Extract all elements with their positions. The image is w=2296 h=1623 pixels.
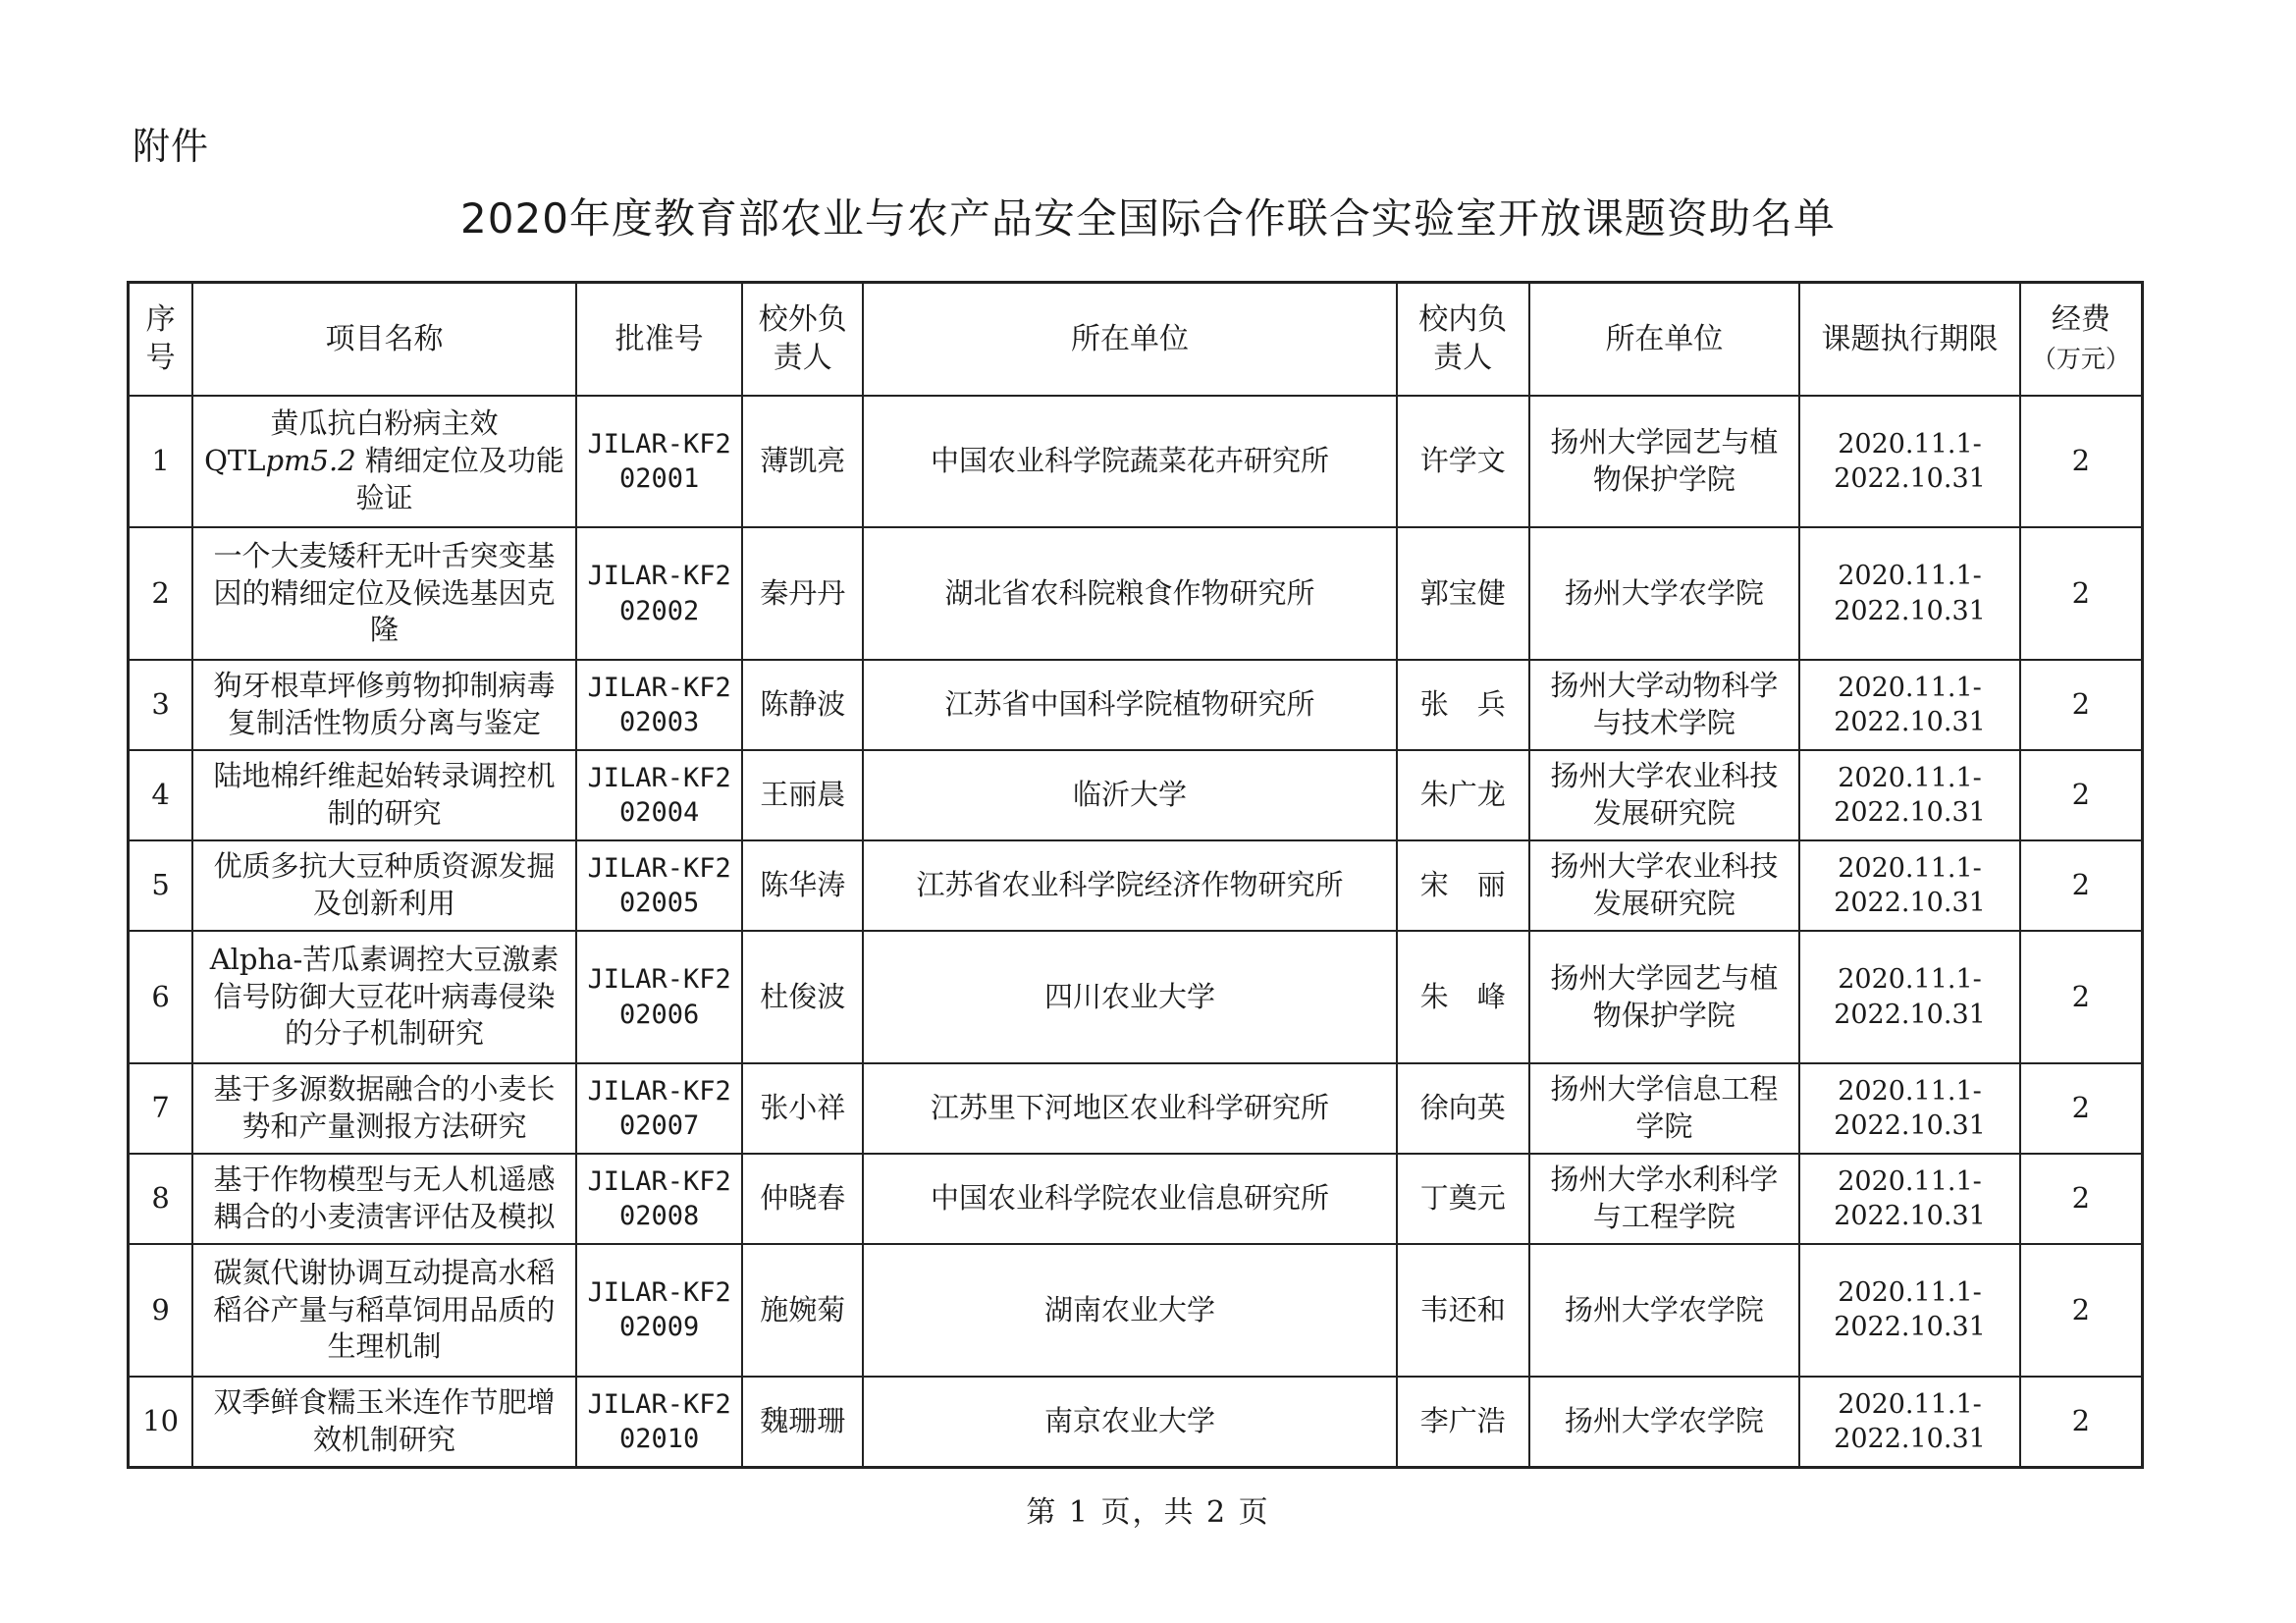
cell-approval: JILAR-KF202008 (576, 1154, 743, 1244)
cell-int-unit: 扬州大学信息工程学院 (1529, 1063, 1800, 1154)
cell-seq: 7 (129, 1063, 193, 1154)
page-title: 2020年度教育部农业与农产品安全国际合作联合实验室开放课题资助名单 (460, 194, 1836, 243)
cell-seq: 3 (129, 660, 193, 750)
cell-ext-leader: 陈华涛 (742, 840, 863, 931)
cell-ext-unit: 中国农业科学院农业信息研究所 (863, 1154, 1397, 1244)
cell-seq: 6 (129, 931, 193, 1063)
cell-ext-unit: 南京农业大学 (863, 1377, 1397, 1468)
cell-int-leader: 李广浩 (1397, 1377, 1529, 1468)
cell-period: 2020.11.1-2022.10.31 (1799, 1063, 2019, 1154)
cell-ext-leader: 魏珊珊 (742, 1377, 863, 1468)
cell-int-leader: 丁奠元 (1397, 1154, 1529, 1244)
cell-funding: 2 (2020, 931, 2143, 1063)
cell-funding: 2 (2020, 750, 2143, 840)
cell-ext-leader: 杜俊波 (742, 931, 863, 1063)
cell-ext-leader: 施婉菊 (742, 1244, 863, 1377)
cell-approval: JILAR-KF202005 (576, 840, 743, 931)
cell-int-leader: 宋 丽 (1397, 840, 1529, 931)
header-funding (2020, 283, 2143, 396)
cell-project: 优质多抗大豆种质资源发掘及创新利用 (192, 840, 576, 931)
cell-funding: 2 (2020, 527, 2143, 660)
cell-approval: JILAR-KF202003 (576, 660, 743, 750)
cell-ext-unit: 临沂大学 (863, 750, 1397, 840)
cell-ext-unit: 湖南农业大学 (863, 1244, 1397, 1377)
table-row (129, 1154, 2143, 1244)
cell-approval: JILAR-KF202004 (576, 750, 743, 840)
table-header-row (129, 283, 2143, 396)
attachment-label: 附件 (133, 125, 210, 168)
cell-int-unit: 扬州大学农学院 (1529, 527, 1800, 660)
header-ext-leader: 校外负责人 (742, 283, 863, 396)
cell-period: 2020.11.1-2022.10.31 (1799, 396, 2019, 528)
cell-int-unit: 扬州大学农业科技发展研究院 (1529, 840, 1800, 931)
funding-table (127, 281, 2144, 1469)
cell-int-unit: 扬州大学园艺与植物保护学院 (1529, 396, 1800, 528)
cell-seq: 9 (129, 1244, 193, 1377)
cell-int-leader: 郭宝健 (1397, 527, 1529, 660)
cell-ext-leader: 陈静波 (742, 660, 863, 750)
cell-period: 2020.11.1-2022.10.31 (1799, 1244, 2019, 1377)
cell-seq: 5 (129, 840, 193, 931)
cell-int-unit: 扬州大学动物科学与技术学院 (1529, 660, 1800, 750)
cell-int-unit: 扬州大学农学院 (1529, 1244, 1800, 1377)
header-seq: 序号 (129, 283, 193, 396)
cell-seq: 10 (129, 1377, 193, 1468)
cell-ext-unit: 中国农业科学院蔬菜花卉研究所 (863, 396, 1397, 528)
cell-int-leader: 许学文 (1397, 396, 1529, 528)
cell-int-leader: 韦还和 (1397, 1244, 1529, 1377)
cell-project: 基于多源数据融合的小麦长势和产量测报方法研究 (192, 1063, 576, 1154)
cell-ext-unit: 江苏省农业科学院经济作物研究所 (863, 840, 1397, 931)
header-ext-unit: 所在单位 (863, 283, 1397, 396)
cell-project: 碳氮代谢协调互动提高水稻稻谷产量与稻草饲用品质的生理机制 (192, 1244, 576, 1377)
cell-period: 2020.11.1-2022.10.31 (1799, 840, 2019, 931)
cell-funding: 2 (2020, 840, 2143, 931)
table-row (129, 1063, 2143, 1154)
project-text-tail: 精细定位及功能验证 (355, 444, 564, 514)
table-row (129, 1377, 2143, 1468)
cell-ext-leader: 王丽晨 (742, 750, 863, 840)
cell-int-unit: 扬州大学农业科技发展研究院 (1529, 750, 1800, 840)
cell-ext-unit: 江苏里下河地区农业科学研究所 (863, 1063, 1397, 1154)
cell-approval: JILAR-KF202007 (576, 1063, 743, 1154)
header-funding-label: 经费 (2051, 302, 2110, 338)
cell-approval: JILAR-KF202006 (576, 931, 743, 1063)
cell-project: 狗牙根草坪修剪物抑制病毒复制活性物质分离与鉴定 (192, 660, 576, 750)
cell-ext-unit: 四川农业大学 (863, 931, 1397, 1063)
cell-seq: 2 (129, 527, 193, 660)
cell-ext-leader: 薄凯亮 (742, 396, 863, 528)
table-row (129, 660, 2143, 750)
cell-seq: 1 (129, 396, 193, 528)
page-footer: 第 1 页，共 2 页 (1026, 1495, 1270, 1530)
cell-ext-unit: 江苏省中国科学院植物研究所 (863, 660, 1397, 750)
header-int-leader: 校内负责人 (1397, 283, 1529, 396)
cell-approval: JILAR-KF202009 (576, 1244, 743, 1377)
cell-funding: 2 (2020, 1063, 2143, 1154)
cell-project: 双季鲜食糯玉米连作节肥增效机制研究 (192, 1377, 576, 1468)
cell-int-unit: 扬州大学水利科学与工程学院 (1529, 1154, 1800, 1244)
header-int-unit: 所在单位 (1529, 283, 1800, 396)
cell-seq: 8 (129, 1154, 193, 1244)
table-row (129, 396, 2143, 528)
cell-period: 2020.11.1-2022.10.31 (1799, 1377, 2019, 1468)
cell-int-leader: 朱广龙 (1397, 750, 1529, 840)
header-period: 课题执行期限 (1799, 283, 2019, 396)
cell-ext-leader: 秦丹丹 (742, 527, 863, 660)
cell-seq: 4 (129, 750, 193, 840)
header-project: 项目名称 (192, 283, 576, 396)
cell-period: 2020.11.1-2022.10.31 (1799, 660, 2019, 750)
cell-approval: JILAR-KF202002 (576, 527, 743, 660)
cell-int-unit: 扬州大学农学院 (1529, 1377, 1800, 1468)
header-approval: 批准号 (576, 283, 743, 396)
cell-funding: 2 (2020, 1244, 2143, 1377)
cell-project: Alpha-苦瓜素调控大豆激素信号防御大豆花叶病毒侵染的分子机制研究 (192, 931, 576, 1063)
table-row (129, 840, 2143, 931)
cell-ext-leader: 张小祥 (742, 1063, 863, 1154)
cell-int-leader: 徐向英 (1397, 1063, 1529, 1154)
cell-ext-leader: 仲晓春 (742, 1154, 863, 1244)
table-row (129, 1244, 2143, 1377)
project-text: 黄瓜抗白粉病主效QTL (204, 406, 499, 478)
cell-ext-unit: 湖北省农科院粮食作物研究所 (863, 527, 1397, 660)
cell-period: 2020.11.1-2022.10.31 (1799, 750, 2019, 840)
cell-funding: 2 (2020, 396, 2143, 528)
cell-period: 2020.11.1-2022.10.31 (1799, 931, 2019, 1063)
cell-project: 陆地棉纤维起始转录调控机制的研究 (192, 750, 576, 840)
header-funding-unit: （万元） (2031, 345, 2130, 374)
table-row (129, 931, 2143, 1063)
cell-period: 2020.11.1-2022.10.31 (1799, 1154, 2019, 1244)
cell-approval: JILAR-KF202010 (576, 1377, 743, 1468)
cell-approval: JILAR-KF202001 (576, 396, 743, 528)
cell-int-leader: 朱 峰 (1397, 931, 1529, 1063)
cell-int-unit: 扬州大学园艺与植物保护学院 (1529, 931, 1800, 1063)
cell-project (192, 396, 576, 528)
cell-funding: 2 (2020, 1154, 2143, 1244)
project-gene-name: pm5.2 (265, 444, 356, 478)
cell-period: 2020.11.1-2022.10.31 (1799, 527, 2019, 660)
cell-funding: 2 (2020, 660, 2143, 750)
cell-funding: 2 (2020, 1377, 2143, 1468)
cell-project: 基于作物模型与无人机遥感耦合的小麦渍害评估及模拟 (192, 1154, 576, 1244)
cell-int-leader: 张 兵 (1397, 660, 1529, 750)
cell-project: 一个大麦矮秆无叶舌突变基因的精细定位及候选基因克隆 (192, 527, 576, 660)
table-row (129, 750, 2143, 840)
table-row (129, 527, 2143, 660)
